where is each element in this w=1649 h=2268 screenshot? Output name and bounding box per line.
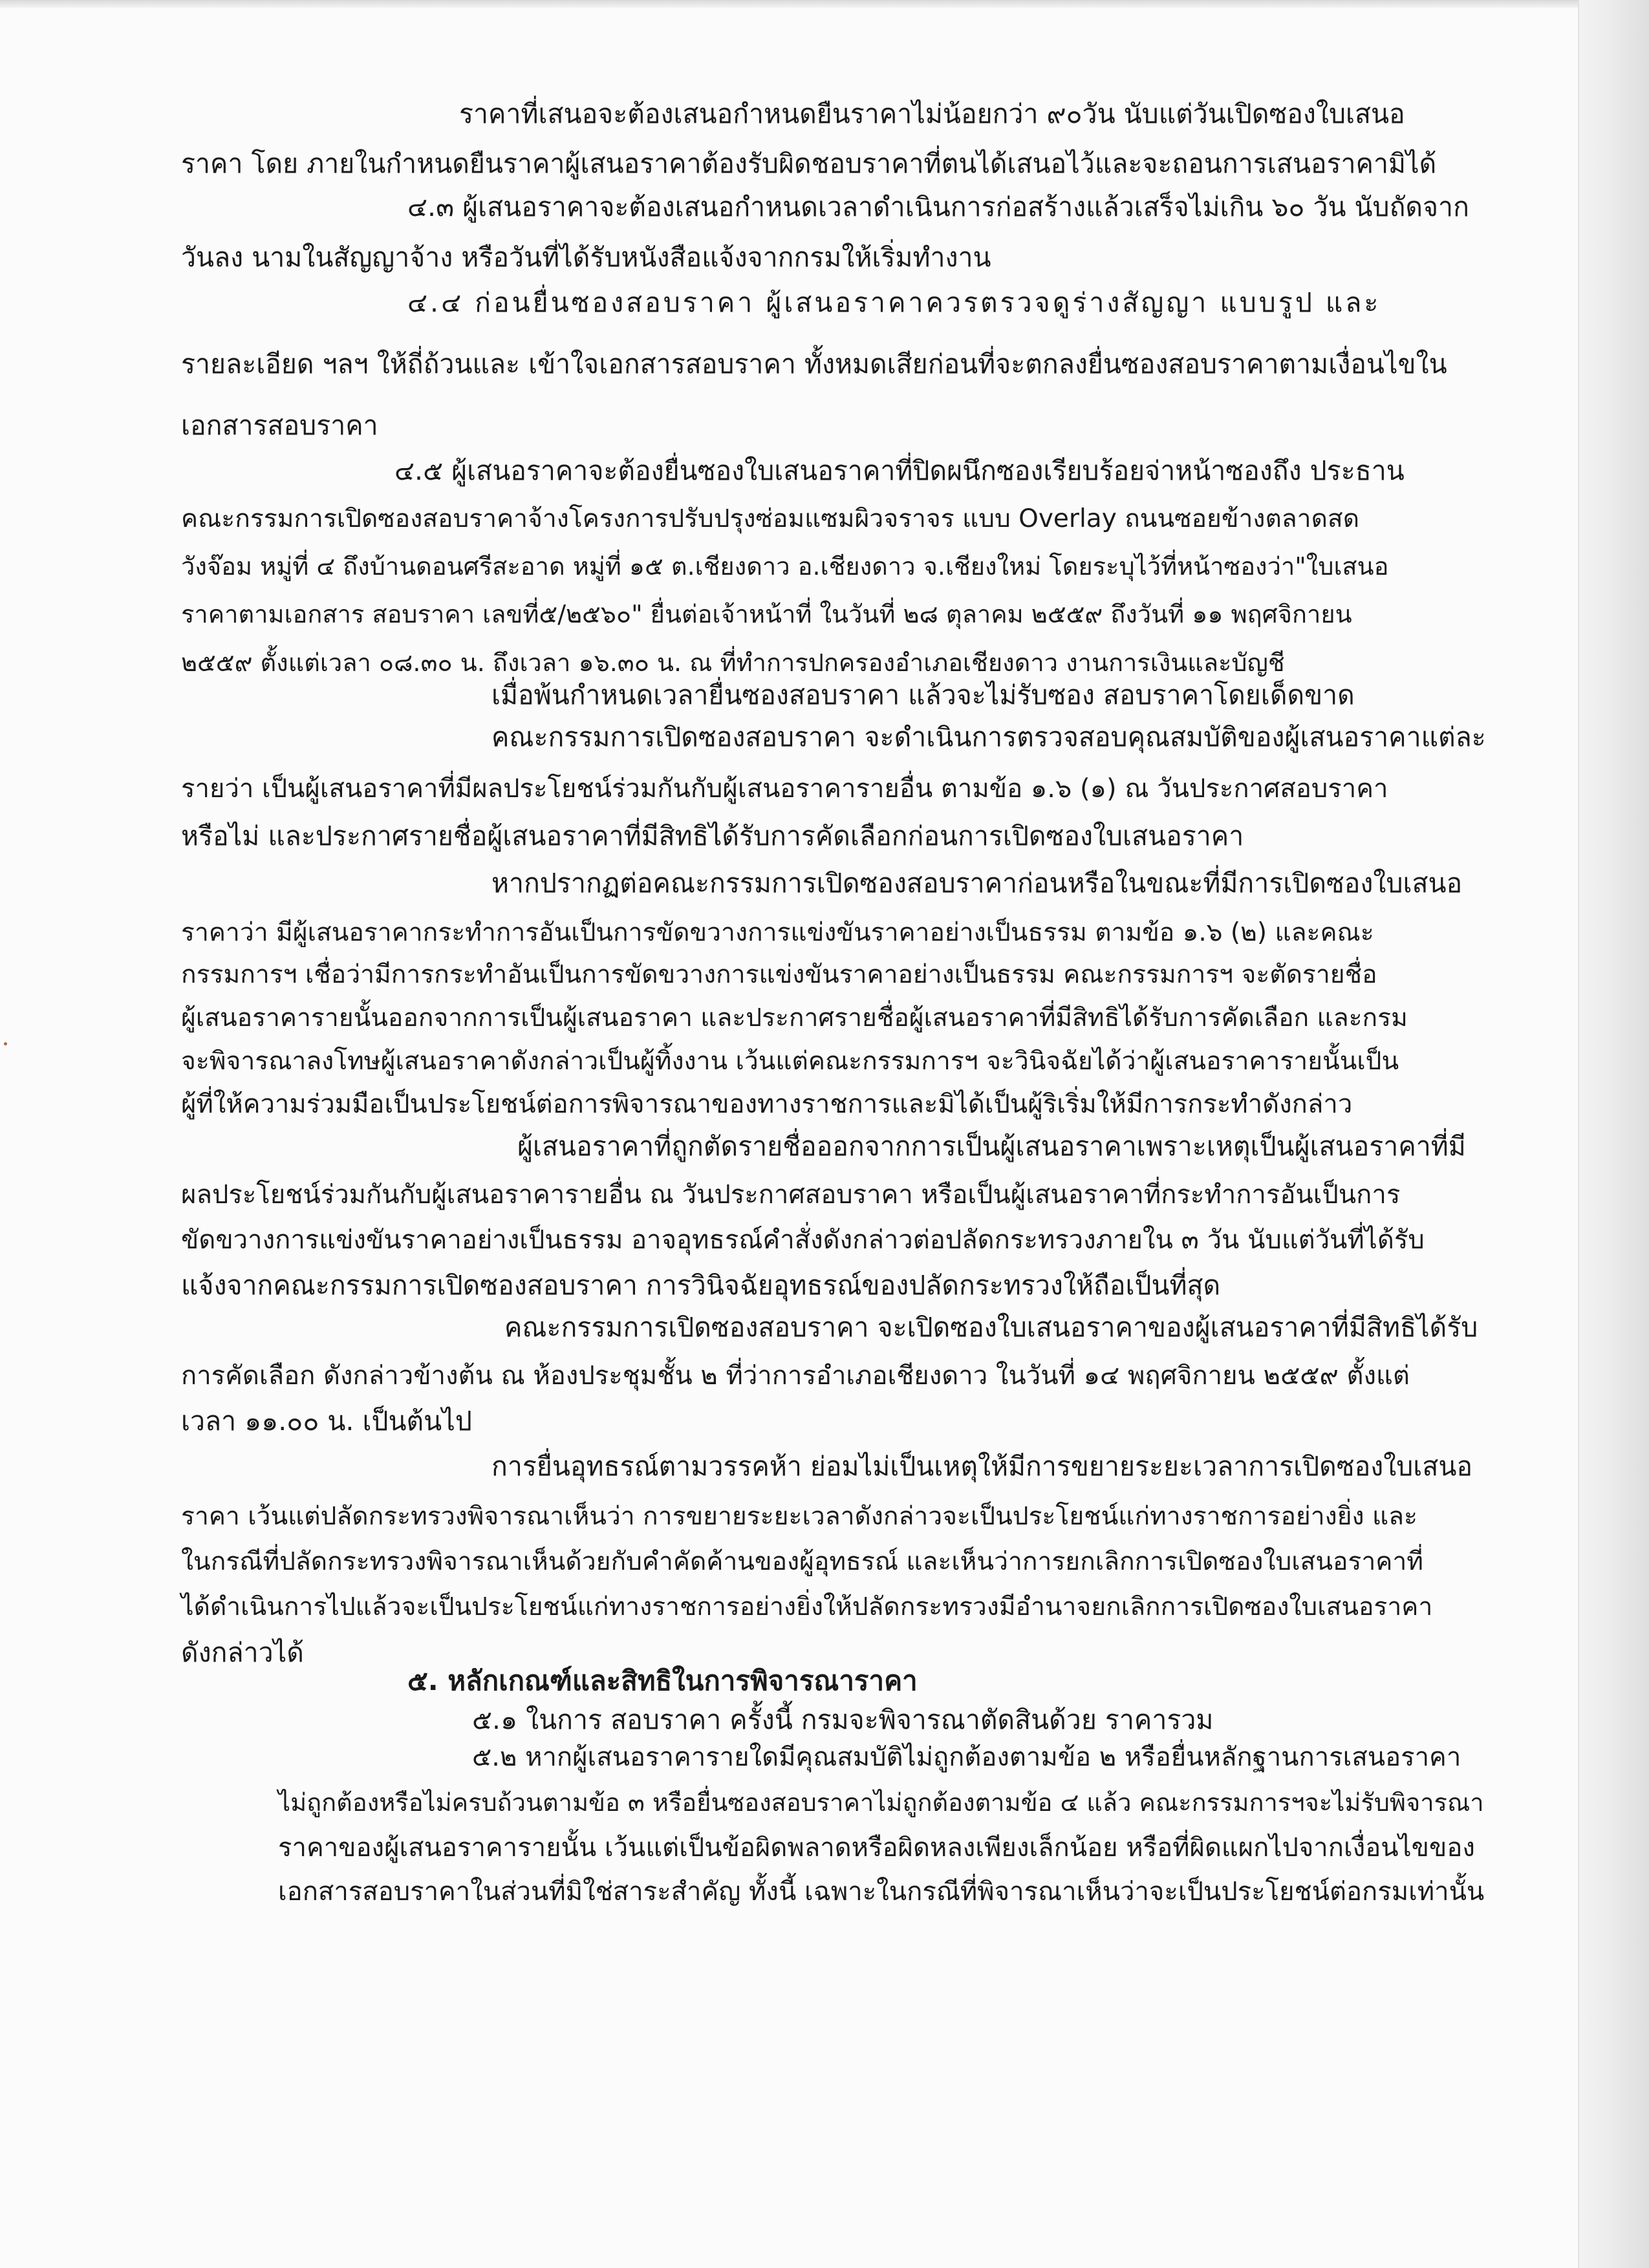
scan-right-edge [1578, 0, 1579, 2268]
doc-line: คณะกรรมการเปิดซองสอบราคา จะเปิดซองใบเสนอราคาของผู้เสนอราคาที่มีสิทธิได้รับ [504, 1312, 1478, 1343]
doc-line: ดังกล่าวได้ [181, 1637, 304, 1668]
doc-line: จะพิจารณาลงโทษผู้เสนอราคาดังกล่าวเป็นผู้ทิ้งงาน เว้นแต่คณะกรรมการฯ จะวินิจฉัยได้ว่าผู้เสนอราคารายนั้นเป็น [181, 1047, 1399, 1076]
doc-line: ราคา โดย ภายในกำหนดยืนราคาผู้เสนอราคาต้องรับผิดชอบราคาที่ตนได้เสนอไว้และจะถอนการเสนอราคามิได้ [181, 148, 1437, 179]
doc-line: ๕.๒ หากผู้เสนอราคารายใดมีคุณสมบัติไม่ถูกต้องตามข้อ ๒ หรือยื่นหลักฐานการเสนอราคา [472, 1742, 1461, 1772]
doc-line: หากปรากฏต่อคณะกรรมการเปิดซองสอบราคาก่อนหรือในขณะที่มีการเปิดซองใบเสนอ [491, 868, 1463, 899]
section-heading: ๕. หลักเกณฑ์และสิทธิในการพิจารณาราคา [407, 1665, 918, 1696]
doc-line: เอกสารสอบราคา [181, 410, 378, 441]
doc-line: ผู้ที่ให้ความร่วมมือเป็นประโยชน์ต่อการพิจารณาของทางราชการและมิได้เป็นผู้ริเริ่มให้มีการกระทำดังกล่าว [181, 1089, 1353, 1119]
doc-line: วันลง นามในสัญญาจ้าง หรือวันที่ได้รับหนังสือแจ้งจากกรมให้เริ่มทำงาน [181, 242, 991, 273]
doc-line: ๔.๓ ผู้เสนอราคาจะต้องเสนอกำหนดเวลาดำเนินการก่อสร้างแล้วเสร็จไม่เกิน ๖๐ วัน นับถัดจาก [407, 191, 1469, 222]
doc-line: เอกสารสอบราคาในส่วนที่มิใช่สาระสำคัญ ทั้งนี้ เฉพาะในกรณีที่พิจารณาเห็นว่าจะเป็นประโยชน์ต่อกรมเท่านั้น [278, 1877, 1485, 1907]
doc-line: ผู้เสนอราคาที่ถูกตัดรายชื่อออกจากการเป็นผู้เสนอราคาเพราะเหตุเป็นผู้เสนอราคาที่มี [517, 1131, 1466, 1162]
doc-line: รายว่า เป็นผู้เสนอราคาที่มีผลประโยชน์ร่วมกันกับผู้เสนอราคารายอื่น ตามข้อ ๑.๖ (๑) ณ วันประกาศสอบราคา [181, 774, 1388, 804]
doc-line: ไม่ถูกต้องหรือไม่ครบถ้วนตามข้อ ๓ หรือยื่นซองสอบราคาไม่ถูกต้องตามข้อ ๔ แล้ว คณะกรรมการฯจะไม่รับพิจารณา [278, 1788, 1484, 1817]
scan-right-margin [1578, 0, 1649, 2268]
doc-line: ราคาของผู้เสนอราคารายนั้น เว้นแต่เป็นข้อผิดพลาดหรือผิดหลงเพียงเล็กน้อย หรือที่ผิดแผกไปจากเงื่อนไขของ [278, 1833, 1475, 1863]
doc-line: ผลประโยชน์ร่วมกันกับผู้เสนอราคารายอื่น ณ วันประกาศสอบราคา หรือเป็นผู้เสนอราคาที่กระทำการอันเป็นการ [181, 1180, 1401, 1210]
doc-line: ในกรณีที่ปลัดกระทรวงพิจารณาเห็นด้วยกับคำคัดค้านของผู้อุทธรณ์ และเห็นว่าการยกเลิกการเปิดซองใบเสนอราคาที่ [181, 1547, 1423, 1576]
document-page [181, 0, 1513, 2268]
doc-line: เวลา ๑๑.๐๐ น. เป็นต้นไป [181, 1406, 472, 1437]
doc-line: การคัดเลือก ดังกล่าวข้างต้น ณ ห้องประชุมชั้น ๒ ที่ว่าการอำเภอเชียงดาว ในวันที่ ๑๔ พฤศจิกายน ๒๕๕๙ ตั้งแต่ [181, 1361, 1410, 1391]
doc-line: กรรมการฯ เชื่อว่ามีการกระทำอันเป็นการขัดขวางการแข่งขันราคาอย่างเป็นธรรม คณะกรรมการฯ จะตัดรายชื่อ [181, 960, 1377, 989]
doc-line: ๒๕๕๙ ตั้งแต่เวลา ๐๘.๓๐ น. ถึงเวลา ๑๖.๓๐ น. ณ ที่ทำการปกครองอำเภอเชียงดาว งานการเงินและบัญชี [181, 648, 1285, 677]
doc-line: วังจ๊อม หมู่ที่ ๔ ถึงบ้านดอนศรีสะอาด หมู่ที่ ๑๕ ต.เชียงดาว อ.เชียงดาว จ.เชียงใหม่ โดยระบุไว้ที่หน้าซองว่า"ใบเสนอ [181, 552, 1389, 581]
doc-line: ราคาตามเอกสาร สอบราคา เลขที่๕/๒๕๖๐" ยื่นต่อเจ้าหน้าที่ ในวันที่ ๒๘ ตุลาคม ๒๕๕๙ ถึงวันที่ ๑๑ พฤศจิกายน [181, 600, 1352, 628]
doc-line: หรือไม่ และประกาศรายชื่อผู้เสนอราคาที่มีสิทธิได้รับการคัดเลือกก่อนการเปิดซองใบเสนอราคา [181, 820, 1244, 851]
doc-line: ได้ดำเนินการไปแล้วจะเป็นประโยชน์แก่ทางราชการอย่างยิ่งให้ปลัดกระทรวงมีอำนาจยกเลิกการเปิดซองใบเสนอราคา [181, 1592, 1433, 1621]
doc-line: ๔.๔ ก่อนยื่นซองสอบราคา ผู้เสนอราคาควรตรวจดูร่างสัญญา แบบรูป และ [407, 287, 1381, 318]
doc-line: ราคา เว้นแต่ปลัดกระทรวงพิจารณาเห็นว่า การขยายระยะเวลาดังกล่าวจะเป็นประโยชน์แก่ทางราชการอย่างยิ่ง และ [181, 1502, 1417, 1531]
doc-line: เมื่อพ้นกำหนดเวลายื่นซองสอบราคา แล้วจะไม่รับซอง สอบราคาโดยเด็ดขาด [491, 679, 1355, 711]
doc-line: ขัดขวางการแข่งขันราคาอย่างเป็นธรรม อาจอุทธรณ์คำสั่งดังกล่าวต่อปลัดกระทรวงภายใน ๓ วัน นับแต่วันที่ได้รับ [181, 1225, 1425, 1255]
doc-line: การยื่นอุทธรณ์ตามวรรคห้า ย่อมไม่เป็นเหตุให้มีการขยายระยะเวลาการเปิดซองใบเสนอ [491, 1451, 1472, 1482]
doc-line: ๔.๕ ผู้เสนอราคาจะต้องยื่นซองใบเสนอราคาที่ปิดผนึกซองเรียบร้อยจ่าหน้าซองถึง ประธาน [394, 455, 1405, 486]
doc-line: ราคาที่เสนอจะต้องเสนอกำหนดยืนราคาไม่น้อยกว่า ๙๐วัน นับแต่วันเปิดซองใบเสนอ [459, 98, 1405, 129]
doc-line: คณะกรรมการเปิดซองสอบราคา จะดำเนินการตรวจสอบคุณสมบัติของผู้เสนอราคาแต่ละ [491, 722, 1486, 753]
doc-line: รายละเอียด ฯลฯ ให้ถี่ถ้วนและ เข้าใจเอกสารสอบราคา ทั้งหมดเสียก่อนที่จะตกลงยื่นซองสอบราคาตามเงื่อนไขใน [181, 348, 1447, 380]
scan-speck [4, 1042, 7, 1045]
doc-line: ผู้เสนอราคารายนั้นออกจากการเป็นผู้เสนอราคา และประกาศรายชื่อผู้เสนอราคาที่มีสิทธิได้รับการคัดเลือก และกรม [181, 1003, 1408, 1032]
doc-line: ๕.๑ ในการ สอบราคา ครั้งนี้ กรมจะพิจารณาตัดสินด้วย ราคารวม [472, 1704, 1214, 1735]
doc-line: แจ้งจากคณะกรรมการเปิดซองสอบราคา การวินิจฉัยอุทธรณ์ของปลัดกระทรวงให้ถือเป็นที่สุด [181, 1270, 1221, 1301]
doc-line: คณะกรรมการเปิดซองสอบราคาจ้างโครงการปรับปรุงซ่อมแซมผิวจราจร แบบ Overlay ถนนซอยข้างตลาดสด [181, 504, 1360, 533]
doc-line: ราคาว่า มีผู้เสนอราคากระทำการอันเป็นการขัดขวางการแข่งขันราคาอย่างเป็นธรรม ตามข้อ ๑.๖ (๒) และคณะ [181, 918, 1374, 947]
